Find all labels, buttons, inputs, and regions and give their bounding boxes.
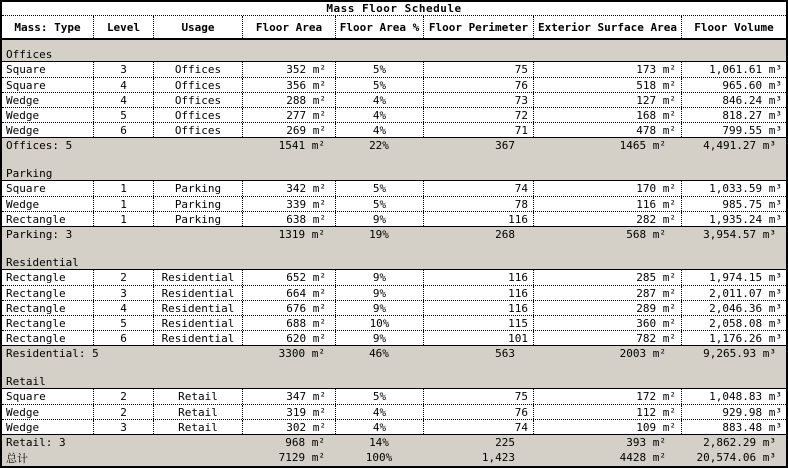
- cell-floor-area[interactable]: 652 m²: [242, 270, 335, 285]
- cell-floor-perimeter[interactable]: 116: [423, 270, 533, 285]
- cell-usage[interactable]: Offices: [153, 62, 242, 77]
- cell-floor-area-pct[interactable]: 5%: [335, 62, 423, 77]
- cell-floor-perimeter[interactable]: 116: [423, 212, 533, 226]
- cell-level[interactable]: 4: [93, 78, 153, 92]
- cell-floor-perimeter[interactable]: 72: [423, 108, 533, 122]
- schedule-row[interactable]: [2, 404, 786, 419]
- grand-total-label: 总计: [6, 451, 28, 465]
- total-label: Offices: 5: [6, 139, 73, 152]
- cell-level[interactable]: 2: [93, 405, 153, 419]
- cell-floor-perimeter[interactable]: 116: [423, 286, 533, 300]
- cell-usage[interactable]: Offices: [153, 78, 242, 92]
- total-floor-area-pct: 22%: [369, 139, 389, 152]
- total-row-offices: [2, 138, 786, 153]
- cell-floor-area[interactable]: 269 m²: [242, 123, 335, 137]
- cell-exterior-surface-area[interactable]: 518 m²: [533, 78, 681, 92]
- total-floor-area-pct: 46%: [369, 347, 389, 360]
- cell-floor-volume[interactable]: 1,048.83 m³: [681, 389, 786, 404]
- total-label: Residential: 5: [6, 347, 99, 360]
- cell-floor-perimeter[interactable]: 76: [423, 405, 533, 419]
- cell-floor-area[interactable]: 620 m²: [242, 331, 335, 345]
- cell-floor-area-pct[interactable]: 4%: [335, 405, 423, 419]
- cell-exterior-surface-area[interactable]: 172 m²: [533, 389, 681, 404]
- schedule-row[interactable]: [2, 62, 786, 77]
- cell-exterior-surface-area[interactable]: 289 m²: [533, 301, 681, 315]
- cell-mass-type[interactable]: Rectangle: [6, 212, 66, 226]
- cell-level[interactable]: 2: [93, 270, 153, 285]
- cell-usage[interactable]: Retail: [153, 405, 242, 419]
- schedule-row[interactable]: [2, 330, 786, 345]
- cell-floor-area-pct[interactable]: 9%: [335, 331, 423, 345]
- cell-floor-volume[interactable]: 1,033.59 m³: [681, 181, 786, 196]
- total-floor-perimeter: 563: [495, 347, 515, 360]
- schedule-row[interactable]: [2, 419, 786, 434]
- cell-exterior-surface-area[interactable]: 782 m²: [533, 331, 681, 345]
- cell-floor-volume[interactable]: 985.75 m³: [681, 197, 786, 211]
- cell-floor-volume[interactable]: 1,176.26 m³: [681, 331, 786, 345]
- cell-floor-area[interactable]: 277 m²: [242, 108, 335, 122]
- total-floor-area: 968 m²: [285, 436, 325, 449]
- cell-exterior-surface-area[interactable]: 168 m²: [533, 108, 681, 122]
- cell-mass-type[interactable]: Wedge: [6, 420, 40, 434]
- cell-mass-type[interactable]: Rectangle: [6, 271, 66, 284]
- cell-exterior-surface-area[interactable]: 287 m²: [533, 286, 681, 300]
- section-offices: [2, 48, 786, 153]
- schedule-row[interactable]: [2, 300, 786, 315]
- cell-mass-type[interactable]: Square: [6, 182, 46, 195]
- cell-mass-type[interactable]: Rectangle: [6, 331, 66, 345]
- cell-exterior-surface-area[interactable]: 127 m²: [533, 93, 681, 107]
- cell-floor-area[interactable]: 676 m²: [242, 301, 335, 315]
- total-row-residential: [2, 346, 786, 361]
- cell-floor-area[interactable]: 638 m²: [242, 212, 335, 226]
- cell-level[interactable]: 4: [93, 301, 153, 315]
- total-floor-area-pct: 19%: [369, 228, 389, 241]
- cell-floor-perimeter[interactable]: 73: [423, 93, 533, 107]
- cell-floor-perimeter[interactable]: 75: [423, 389, 533, 404]
- grand-total-floor-volume: 20,574.06 m³: [696, 451, 776, 464]
- cell-usage[interactable]: Residential: [153, 286, 242, 300]
- cell-mass-type[interactable]: Wedge: [6, 197, 40, 211]
- cell-mass-type[interactable]: Rectangle: [6, 286, 66, 300]
- total-exterior-surface-area: 393 m²: [626, 436, 666, 449]
- cell-floor-area-pct[interactable]: 5%: [335, 78, 423, 92]
- cell-floor-area-pct[interactable]: 4%: [335, 420, 423, 434]
- total-floor-perimeter: 225: [495, 436, 515, 449]
- cell-usage[interactable]: Offices: [153, 93, 242, 107]
- schedule-row[interactable]: [2, 107, 786, 122]
- total-floor-area: 3300 m²: [278, 347, 325, 360]
- cell-usage[interactable]: Parking: [153, 181, 242, 196]
- cell-floor-area[interactable]: 302 m²: [242, 420, 335, 434]
- total-floor-perimeter: 367: [495, 139, 515, 152]
- cell-floor-volume[interactable]: 883.48 m³: [681, 420, 786, 434]
- cell-level[interactable]: 1: [93, 212, 153, 226]
- total-floor-volume: 4,491.27 m³: [703, 139, 776, 152]
- data-block-parking: [2, 180, 786, 227]
- cell-level[interactable]: 3: [93, 62, 153, 77]
- cell-floor-perimeter[interactable]: 116: [423, 301, 533, 315]
- total-floor-area-pct: 14%: [369, 436, 389, 449]
- grand-total-exterior-surface-area: 4428 m²: [619, 451, 666, 464]
- section-retail: [2, 375, 786, 450]
- total-exterior-surface-area: 568 m²: [626, 228, 666, 241]
- cell-usage[interactable]: Offices: [153, 123, 242, 137]
- column-header-floor-area[interactable]: Floor Area: [242, 16, 335, 38]
- total-exterior-surface-area: 1465 m²: [619, 139, 666, 152]
- grand-total-row: [2, 450, 786, 465]
- cell-floor-volume[interactable]: 2,011.07 m³: [681, 286, 786, 300]
- total-floor-area: 1319 m²: [278, 228, 325, 241]
- cell-mass-type[interactable]: Square: [6, 63, 46, 76]
- cell-floor-area[interactable]: 319 m²: [242, 405, 335, 419]
- cell-floor-perimeter[interactable]: 101: [423, 331, 533, 345]
- cell-usage[interactable]: Parking: [153, 197, 242, 211]
- cell-floor-perimeter[interactable]: 74: [423, 420, 533, 434]
- cell-floor-area-pct[interactable]: 5%: [335, 389, 423, 404]
- cell-floor-perimeter[interactable]: 78: [423, 197, 533, 211]
- column-header-floor-volume[interactable]: Floor Volume: [681, 16, 786, 38]
- cell-level[interactable]: 3: [93, 420, 153, 434]
- cell-floor-perimeter[interactable]: 74: [423, 181, 533, 196]
- cell-usage[interactable]: Residential: [153, 316, 242, 330]
- cell-usage[interactable]: Retail: [153, 389, 242, 404]
- cell-usage[interactable]: Residential: [153, 270, 242, 285]
- cell-floor-volume[interactable]: 799.55 m³: [681, 123, 786, 137]
- cell-floor-area-pct[interactable]: 4%: [335, 108, 423, 122]
- section-residential: [2, 256, 786, 361]
- schedule-row[interactable]: [2, 315, 786, 330]
- cell-floor-volume[interactable]: 846.24 m³: [681, 93, 786, 107]
- schedule-row[interactable]: [2, 77, 786, 92]
- total-exterior-surface-area: 2003 m²: [619, 347, 666, 360]
- data-block-retail: [2, 388, 786, 435]
- schedule-row[interactable]: [2, 389, 786, 404]
- cell-floor-volume[interactable]: 929.98 m³: [681, 405, 786, 419]
- cell-level[interactable]: 6: [93, 331, 153, 345]
- cell-mass-type[interactable]: Wedge: [6, 123, 40, 137]
- cell-usage[interactable]: Parking: [153, 212, 242, 226]
- schedule-row[interactable]: [2, 270, 786, 285]
- cell-level[interactable]: 1: [93, 181, 153, 196]
- section-label-offices: Offices: [6, 48, 53, 61]
- schedule-body: [2, 48, 786, 465]
- total-floor-volume: 2,862.29 m³: [703, 436, 776, 449]
- cell-mass-type[interactable]: Square: [6, 390, 46, 403]
- cell-floor-area-pct[interactable]: 9%: [335, 270, 423, 285]
- column-header-usage[interactable]: Usage: [153, 16, 242, 38]
- section-parking: [2, 167, 786, 242]
- grand-total-floor-area-pct: 100%: [365, 451, 393, 464]
- schedule-row[interactable]: [2, 92, 786, 107]
- data-block-residential: [2, 269, 786, 346]
- cell-floor-volume[interactable]: 1,974.15 m³: [681, 270, 786, 285]
- cell-floor-perimeter[interactable]: 115: [423, 316, 533, 330]
- cell-mass-type[interactable]: Wedge: [6, 108, 40, 122]
- section-label-residential: Residential: [6, 256, 79, 269]
- column-header-mass-type[interactable]: Mass: Type: [14, 20, 81, 34]
- schedule-row[interactable]: [2, 285, 786, 300]
- total-row-retail: [2, 435, 786, 450]
- cell-floor-area-pct[interactable]: 9%: [335, 212, 423, 226]
- cell-floor-volume[interactable]: 2,058.08 m³: [681, 316, 786, 330]
- cell-floor-volume[interactable]: 1,061.61 m³: [681, 62, 786, 77]
- schedule-row[interactable]: [2, 211, 786, 226]
- cell-floor-volume[interactable]: 818.27 m³: [681, 108, 786, 122]
- cell-mass-type[interactable]: Wedge: [6, 405, 40, 419]
- total-floor-area: 1541 m²: [278, 139, 325, 152]
- cell-level[interactable]: 5: [93, 316, 153, 330]
- schedule-row[interactable]: [2, 181, 786, 196]
- cell-exterior-surface-area[interactable]: 109 m²: [533, 420, 681, 434]
- cell-level[interactable]: 1: [93, 197, 153, 211]
- column-header-floor-area-pct[interactable]: Floor Area %: [335, 16, 423, 38]
- cell-floor-area[interactable]: 342 m²: [242, 181, 335, 196]
- cell-floor-volume[interactable]: 2,046.36 m³: [681, 301, 786, 315]
- total-floor-volume: 3,954.57 m³: [703, 228, 776, 241]
- cell-floor-volume[interactable]: 1,935.24 m³: [681, 212, 786, 226]
- grand-total-floor-perimeter: 1,423: [481, 451, 515, 464]
- cell-exterior-surface-area[interactable]: 116 m²: [533, 197, 681, 211]
- total-row-parking: [2, 227, 786, 242]
- cell-level[interactable]: 5: [93, 108, 153, 122]
- section-label-parking: Parking: [6, 167, 53, 180]
- cell-floor-area-pct[interactable]: 5%: [335, 181, 423, 196]
- total-label: Parking: 3: [6, 228, 73, 241]
- cell-exterior-surface-area[interactable]: 478 m²: [533, 123, 681, 137]
- cell-floor-area-pct[interactable]: 10%: [335, 316, 423, 330]
- cell-usage[interactable]: Offices: [153, 108, 242, 122]
- cell-level[interactable]: 2: [93, 389, 153, 404]
- cell-level[interactable]: 6: [93, 123, 153, 137]
- column-header-exterior-surface-area[interactable]: Exterior Surface Area: [533, 16, 681, 38]
- cell-floor-perimeter[interactable]: 71: [423, 123, 533, 137]
- cell-floor-area[interactable]: 356 m²: [242, 78, 335, 92]
- cell-floor-area[interactable]: 288 m²: [242, 93, 335, 107]
- column-header-level[interactable]: Level: [93, 16, 153, 38]
- cell-floor-area-pct[interactable]: 4%: [335, 123, 423, 137]
- cell-level[interactable]: 3: [93, 286, 153, 300]
- column-header-floor-perimeter[interactable]: Floor Perimeter: [423, 16, 533, 38]
- cell-mass-type[interactable]: Rectangle: [6, 316, 66, 330]
- cell-exterior-surface-area[interactable]: 285 m²: [533, 270, 681, 285]
- total-floor-volume: 9,265.93 m³: [703, 347, 776, 360]
- cell-mass-type[interactable]: Rectangle: [6, 301, 66, 315]
- cell-floor-area-pct[interactable]: 4%: [335, 93, 423, 107]
- cell-usage[interactable]: Retail: [153, 420, 242, 434]
- cell-floor-volume[interactable]: 965.60 m³: [681, 78, 786, 92]
- cell-level[interactable]: 4: [93, 93, 153, 107]
- cell-mass-type[interactable]: Square: [6, 78, 46, 92]
- schedule-row[interactable]: [2, 196, 786, 211]
- section-label-retail: Retail: [6, 375, 46, 388]
- cell-floor-area[interactable]: 352 m²: [242, 62, 335, 77]
- grand-total-floor-area: 7129 m²: [278, 451, 325, 464]
- cell-exterior-surface-area[interactable]: 170 m²: [533, 181, 681, 196]
- cell-floor-area[interactable]: 339 m²: [242, 197, 335, 211]
- cell-floor-area-pct[interactable]: 5%: [335, 197, 423, 211]
- cell-usage[interactable]: Residential: [153, 331, 242, 345]
- cell-floor-area-pct[interactable]: 9%: [335, 301, 423, 315]
- total-floor-perimeter: 268: [495, 228, 515, 241]
- cell-exterior-surface-area[interactable]: 173 m²: [533, 62, 681, 77]
- cell-usage[interactable]: Residential: [153, 301, 242, 315]
- cell-exterior-surface-area[interactable]: 360 m²: [533, 316, 681, 330]
- cell-exterior-surface-area[interactable]: 112 m²: [533, 405, 681, 419]
- cell-mass-type[interactable]: Wedge: [6, 93, 40, 107]
- cell-floor-perimeter[interactable]: 76: [423, 78, 533, 92]
- cell-exterior-surface-area[interactable]: 282 m²: [533, 212, 681, 226]
- cell-floor-area[interactable]: 664 m²: [242, 286, 335, 300]
- cell-floor-area[interactable]: 688 m²: [242, 316, 335, 330]
- data-block-offices: [2, 61, 786, 138]
- schedule-row[interactable]: [2, 122, 786, 137]
- cell-floor-area-pct[interactable]: 9%: [335, 286, 423, 300]
- column-header-row: [2, 16, 786, 40]
- total-label: Retail: 3: [6, 436, 66, 449]
- cell-floor-perimeter[interactable]: 75: [423, 62, 533, 77]
- schedule-title: Mass Floor Schedule: [2, 2, 786, 16]
- cell-floor-area[interactable]: 347 m²: [242, 389, 335, 404]
